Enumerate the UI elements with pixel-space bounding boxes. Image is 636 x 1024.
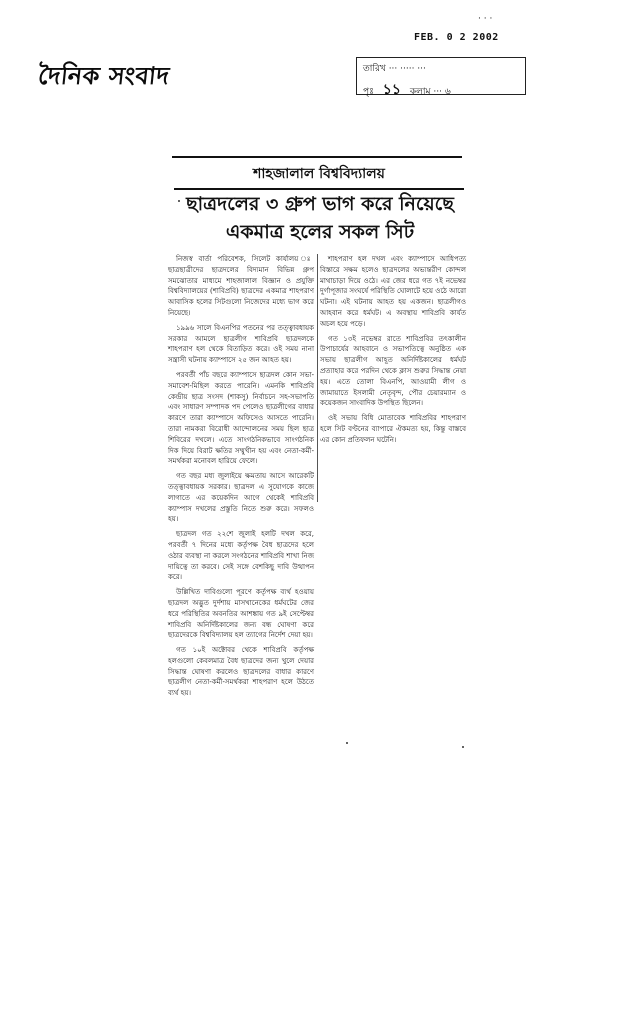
- headline-line-2: একমাত্র হলের সকল সিট: [225, 221, 415, 243]
- ref-date-label: তারিখ: [363, 64, 386, 74]
- left-paragraph-4: গত বছর মধ্য জুলাইয়ে ক্ষমতায় আসে আরেকটি তত্ত্বাবধায়ক সরকার। ছাত্রদল এ সুযোগকে কাজে লাগাতে এর কয়েকদিন আগে থেকেই শাবিপ্রবি ক্যাম্পাস দখলের প্রস্তুতি নিতে শুরু করে। সফলও হয়।: [168, 472, 314, 524]
- newspaper-masthead: দৈনিক সংবাদ: [36, 62, 171, 90]
- left-paragraph-2: ১৯৯৬ সালে বিএনপির পতনের পর তত্ত্বাবধায়ক সরকার আমলে ছাত্রলীগ শাবিপ্রবি ছাত্রদলকে শাহপরাণ হল থেকে বিতাড়িত করে। ওই সময় নানা সন্ত্রাসী ঘটনায় ক্যাম্পাসে ২৫ জন আহত হয়।: [168, 323, 314, 365]
- left-paragraph-3: পরবর্তী পাঁচ বছরে ক্যাম্পাসে ছাত্রদল কোন সভা-সমাবেশ-মিছিল করতে পারেনি। এমনকি শাবিপ্রবি কেন্দ্রীয় ছাত্র সংসদ (শাকসু) নির্বাচনে সহ-সভাপতি এবং সাধারণ সম্পাদক পদ পেলেও ছাত্রলীগের বাধার কারণে তারা ক্যাম্পাসে অফিসেও আসতে পারেনি। তারা নামকরা বিরোধী আন্দোলনের সময় ছিল ছাত্র শিবিরের দখলে। এতে সাংগঠনিকভাবে সাংগঠনিক দিক দিয়ে বিরাট ক্ষতির সম্মুখীন হয় এবং নেতা-কর্মী-সমর্থকরা মনোবল হারিয়ে ফেলে।: [168, 370, 314, 466]
- ref-column-dots: ···: [433, 87, 442, 97]
- ref-column-value: ৬: [444, 87, 451, 97]
- stamp-top-dots: · · ·: [478, 14, 493, 24]
- right-paragraph-2: গত ১৩ই নভেম্বর রাতে শাবিপ্রবির তৎকালীন উপাচার্যের আহবানে ও সভাপতিত্বে অনুষ্ঠিত এক সভায় ছাত্রলীগ আহূত অনির্দিষ্টকালের ধর্মঘট প্রত্যাহার করে পরদিন থেকে ক্লাস শুরুর সিদ্ধান্ত নেয়া হয়। এতে তোলা বিএনপি, আওয়ামী লীগ ও জামায়াতে ইসলামী নেতৃবৃন্দ, পৌর চেয়ারম্যান ও কয়েকজন সাংবাদিক উপস্থিত ছিলেন।: [320, 334, 466, 408]
- ref-date-dots: ··· ····· ···: [388, 64, 426, 74]
- ref-page-row: [363, 78, 451, 102]
- scan-speck: [346, 742, 348, 744]
- scan-speck: [178, 200, 180, 202]
- ref-column-label: কলাম: [409, 87, 431, 97]
- ref-page-label: পৃঃ: [363, 87, 374, 97]
- scan-speck: [462, 746, 464, 748]
- article-column-right: [320, 254, 466, 450]
- left-paragraph-7: গত ১০ই অক্টোবর থেকে শাবিপ্রবি কর্তৃপক্ষ হলগুলো কেবলমাত্র বৈধ ছাত্রদের জন্য খুলে দেয়ার সিদ্ধান্ত ঘোষণা করলেও ছাত্রদলের বাধার কারণে ছাত্রলীগ নেতা-কর্মী-সমর্থকরা শাহপরাণ হলে উঠতে ব্যর্থ হয়।: [168, 646, 314, 698]
- headline: [168, 190, 472, 246]
- date-stamp: FEB. 0 2 2002: [414, 32, 499, 43]
- ref-page-value: ১১: [382, 82, 401, 98]
- column-divider: [317, 254, 318, 502]
- ref-date-row: [363, 61, 426, 76]
- left-paragraph-1: নিজস্ব বার্তা পরিবেশক, সিলেট কার্যালয় ঃ ছাত্রছাত্রীদের ছাত্রদলের বিদ্যমান বিভিন্ন গ্রুপ সমঝোতার মাধ্যমে শাহজালাল বিজ্ঞান ও প্রযুক্তি বিশ্ববিদ্যালয়ের (শাবিপ্রবি) ছাত্রদের একমাত্র শাহপরাণ আবাসিক হলের সিটগুলো নিজেদের মধ্যে ভাগ করে নিয়েছে।: [168, 255, 314, 317]
- left-paragraph-5: ছাত্রদল গত ২২শে জুলাই হলটি দখল করে, পরবর্তী ৭ দিনের মধ্যে কর্তৃপক্ষ বৈধ ছাত্রদের হলে ওঠার ব্যবস্থা না করলে সংগঠনের শাবিপ্রবি শাখা নিজ দায়িত্বে তা করবে। সেই সঙ্গে বেশকিছু দাবি উত্থাপন করে।: [168, 530, 314, 582]
- right-paragraph-3: ওই সভায় বিধি মোতাবেক শাবিপ্রবির শাহপরাণ হলে সিট বণ্টনের ব্যাপারে ঐকমত্য হয়, কিন্তু বাস্তবে এর কোন প্রতিফলন ঘটেনি।: [320, 414, 466, 444]
- left-paragraph-6: উল্লিখিত দাবিগুলো পূরণে কর্তৃপক্ষ ব্যর্থ হওয়ায় ছাত্রদল অদ্ভুত দুর্দশায় মাসখানেকের ধর্মঘটের জের ধরে পরিস্থিতির অবনতির আশঙ্কায় গত ৯ই সেপ্টেম্বর শাবিপ্রবি অনির্দিষ্টকালের জন্য বন্ধ ঘোষণা করে ছাত্রদেরকে বিশ্ববিদ্যালয় হল ত্যাগের নির্দেশ দেয়া হয়।: [168, 588, 314, 640]
- headline-line-1: ছাত্রদলের ৩ গ্রুপ ভাগ করে নিয়েছে: [186, 193, 454, 215]
- clipping-reference-box: [356, 57, 526, 98]
- news-clipping: [168, 150, 472, 770]
- section-title: শাহজালাল বিশ্ববিদ্যালয়: [174, 162, 464, 190]
- top-rule: [172, 156, 462, 158]
- right-paragraph-1: শাহপরাণ হল দখল এবং ক্যাম্পাসে আধিপত্য বিস্তারে সক্ষম হলেও ছাত্রদলের অভ্যন্তরীণ কোন্দল মাথাচাড়া দিয়ে ওঠে। এর জের ধরে গত ৭ই নভেম্বর দুর্গাপূজার সংঘর্ষে পরিস্থিতি ঘোলাটে হয়ে ওঠে আরো ঘটনা। এই ঘটনায় আহত হয় একজন। ছাত্রলীগও আহবান করে ধর্মঘট। এ অবস্থায় শাবিপ্রবি কার্যত অচল হয়ে পড়ে।: [320, 255, 466, 328]
- article-column-left: [168, 254, 314, 703]
